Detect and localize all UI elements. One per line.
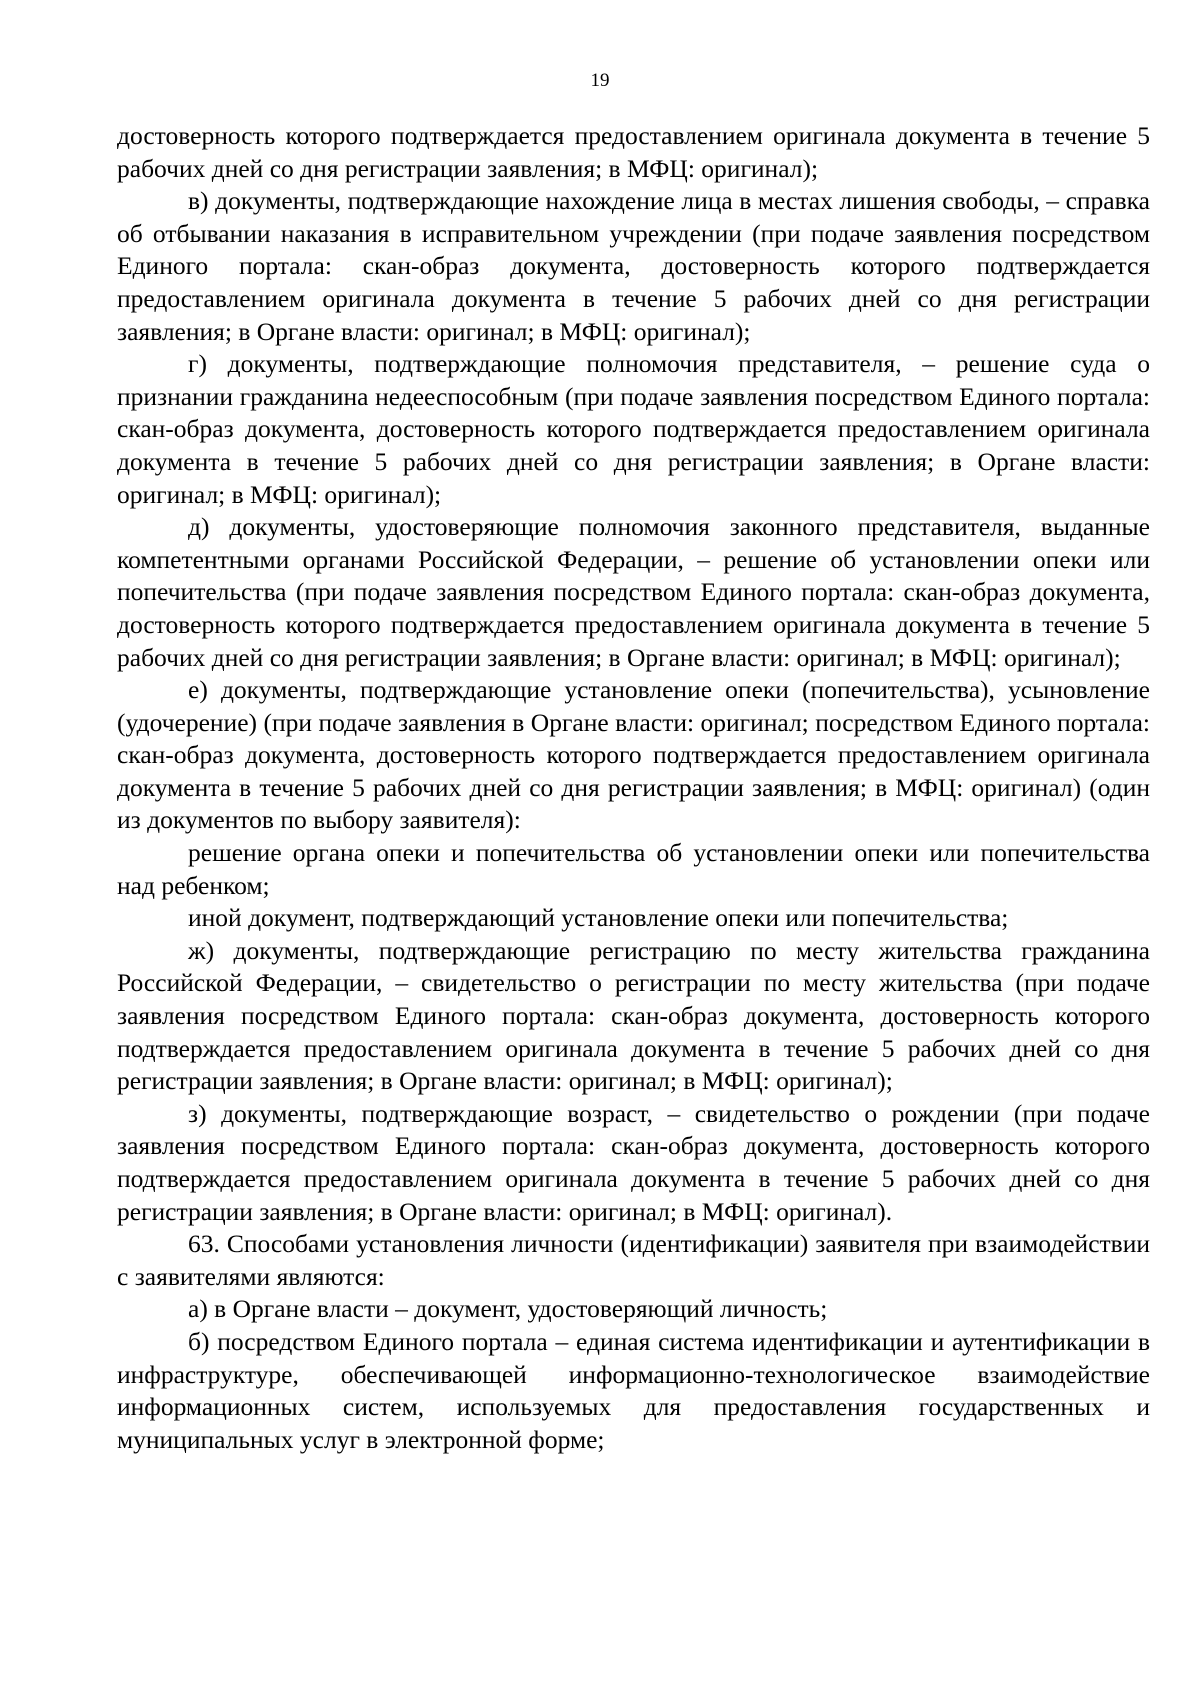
paragraph-item-v: в) документы, подтверждающие нахождение лица в местах лишения свободы, – справка об отбывании наказания в исправительном учреждении (при подаче заявления посредством Единого портала: скан-образ документа, достоверность которого подтверждается предоставлением оригинала документа в течение 5 рабочих дней со дня регистрации заявления; в Органе власти: оригинал; в МФЦ: оригинал); (117, 186, 1150, 346)
paragraph-item-zh: ж) документы, подтверждающие регистрацию по месту жительства гражданина Российской Федерации, – свидетельство о регистрации по месту жительства (при подаче заявления посредством Единого портала: скан-образ документа, достоверность которого подтверждается предоставлением оригинала документа в течение 5 рабочих дней со дня регистрации заявления; в Органе власти: оригинал; в МФЦ: оригинал); (117, 935, 1150, 1096)
paragraph-clause-63: 63. Способами установления личности (идентификации) заявителя при взаимодействии с заявителями являются: (117, 1229, 1150, 1291)
paragraph-item-g: г) документы, подтверждающие полномочия представителя, – решение суда о признании гражданина недееспособным (при подаче заявления посредством Единого портала: скан-образ документа, достоверность которого подтверждается предоставлением оригинала документа в течение 5 рабочих дней со дня регистрации заявления; в Органе власти: оригинал; в МФЦ: оригинал); (117, 349, 1150, 509)
paragraph-item-e: е) документы, подтверждающие установление опеки (попечительства), усыновление (удочерение) (при подаче заявления в Органе власти: оригинал; посредством Единого портала: скан-образ документа, достоверность которого подтверждается предоставлением оригинала документа в течение 5 рабочих дней со дня регистрации заявления; в МФЦ: оригинал) (один из документов по выбору заявителя): (117, 675, 1150, 835)
paragraph-item-z: з) документы, подтверждающие возраст, – свидетельство о рождении (при подаче заявления посредством Единого портала: скан-образ документа, достоверность которого подтверждается предоставлением оригинала документа в течение 5 рабочих дней со дня регистрации заявления; в Органе власти: оригинал; в МФЦ: оригинал). (117, 1098, 1150, 1226)
page-number: 19 (590, 70, 610, 91)
paragraph-subitem-other-document: иной документ, подтверждающий установление опеки или попечительства; (188, 903, 1009, 933)
paragraph-item-b: б) посредством Единого портала – единая система идентификации и аутентификации в инфраструктуре, обеспечивающей информационно-технологическое взаимодействие информационных систем, используемых для предоставления государственных и муниципальных услуг в электронной форме; (117, 1326, 1150, 1454)
paragraph-continuation: достоверность которого подтверждается предоставлением оригинала документа в течение 5 рабочих дней со дня регистрации заявления; в МФЦ: оригинал); (117, 121, 1150, 183)
paragraph-item-a: а) в Органе власти – документ, удостоверяющий личность; (188, 1294, 828, 1324)
paragraph-subitem-decision: решение органа опеки и попечительства об установлении опеки или попечительства над ребенком; (117, 838, 1150, 900)
document-body (117, 120, 1150, 1456)
paragraph-item-d: д) документы, удостоверяющие полномочия законного представителя, выданные компетентными органами Российской Федерации, – решение об установлении опеки или попечительства (при подаче заявления посредством Единого портала: скан-образ документа, достоверность которого подтверждается предоставлением оригинала документа в течение 5 рабочих дней со дня регистрации заявления; в Органе власти: оригинал; в МФЦ: оригинал); (117, 512, 1150, 672)
